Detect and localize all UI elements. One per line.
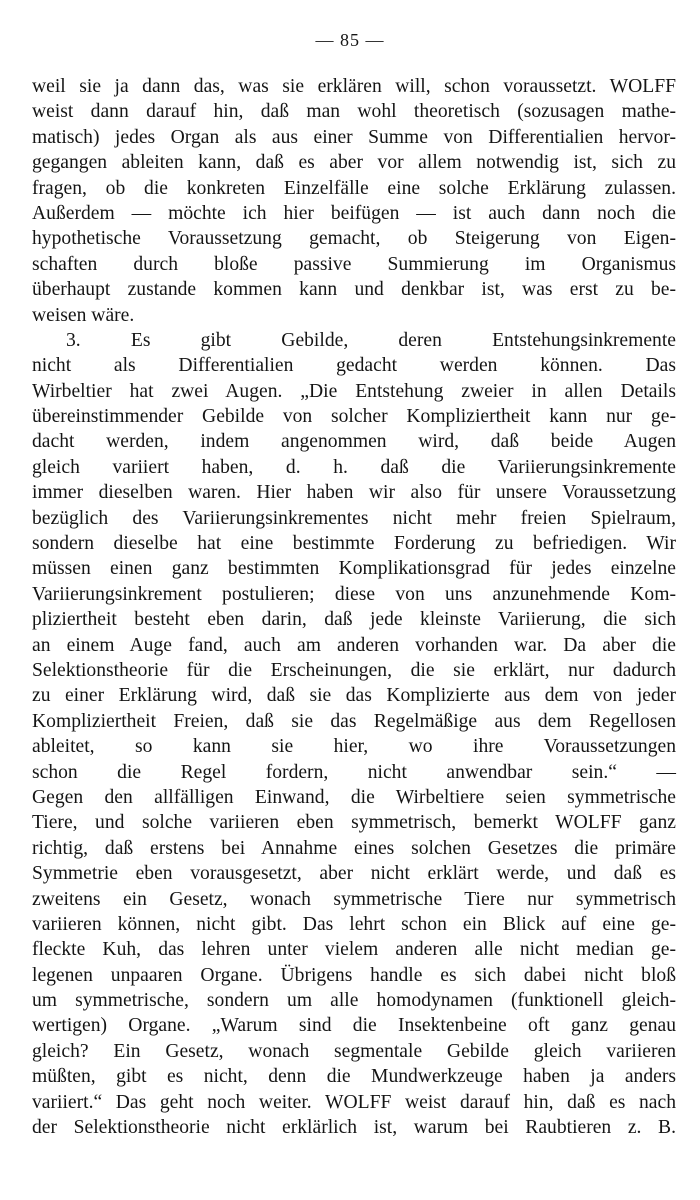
- text-line: wertigen) Organe. „Warum sind die Insektenbeine oft ganz genau: [32, 1015, 676, 1037]
- text-line: nicht als Differentialien gedacht werden können. Das: [32, 355, 676, 377]
- text-line: zweitens ein Gesetz, wonach symmetrische Tiere nur symmetrisch: [32, 888, 676, 910]
- text-line: legenen unpaaren Organe. Übrigens handle es sich dabei nicht bloß: [32, 964, 676, 986]
- text-line: Außerdem — möchte ich hier beifügen — ist auch dann noch die: [32, 202, 676, 224]
- text-line: ableitet, so kann sie hier, wo ihre Voraussetzungen: [32, 736, 676, 758]
- text-line: sondern dieselbe hat eine bestimmte Forderung zu befriedigen. Wir: [32, 533, 676, 555]
- text-line: 3. Es gibt Gebilde, deren Entstehungsinkremente: [66, 329, 676, 351]
- text-line: fragen, ob die konkreten Einzelfälle eine solche Erklärung zulassen.: [32, 177, 676, 199]
- text-line: Selektionstheorie für die Erscheinungen, die sie erklärt, nur dadurch: [32, 659, 676, 681]
- text-line: gegangen ableiten kann, daß es aber vor allem notwendig ist, sich zu: [32, 152, 676, 174]
- text-line: zu einer Erklärung wird, daß sie das Komplizierte aus dem von jeder: [32, 685, 676, 707]
- text-line: schon die Regel fordern, nicht anwendbar sein.“ —: [32, 761, 676, 783]
- text-line: immer dieselben waren. Hier haben wir also für unsere Voraussetzung: [32, 482, 676, 504]
- text-line: pliziertheit besteht eben darin, daß jede kleinste Variierung, die sich: [32, 609, 676, 631]
- text-line: Wirbeltier hat zwei Augen. „Die Entstehung zweier in allen Details: [32, 380, 676, 402]
- text-line: übereinstimmender Gebilde von solcher Kompliziertheit kann nur ge-: [32, 406, 676, 428]
- text-line: an einem Auge fand, auch am anderen vorhanden war. Da aber die: [32, 634, 676, 656]
- text-line: matisch) jedes Organ als aus einer Summe von Differentialien hervor-: [32, 126, 676, 148]
- text-line: weist dann darauf hin, daß man wohl theoretisch (sozusagen mathe-: [32, 101, 676, 123]
- text-line: gleich variiert haben, d. h. daß die Variierungsinkremente: [32, 456, 676, 478]
- text-line: fleckte Kuh, das lehren unter vielem anderen alle nicht median ge-: [32, 939, 676, 961]
- text-line: Gegen den allfälligen Einwand, die Wirbeltiere seien symmetrische: [32, 786, 676, 808]
- page-number: — 85 —: [315, 30, 385, 50]
- text-line: Kompliziertheit Freien, daß sie das Regelmäßige aus dem Regellosen: [32, 710, 676, 732]
- text-line: Variierungsinkrement postulieren; diese von uns anzunehmende Kom-: [32, 583, 676, 605]
- text-line: richtig, daß erstens bei Annahme eines solchen Gesetzes die primäre: [32, 837, 676, 859]
- text-line: schaften durch bloße passive Summierung im Organismus: [32, 253, 676, 275]
- text-line: hypothetische Voraussetzung gemacht, ob Steigerung von Eigen-: [32, 228, 676, 250]
- text-line: Tiere, und solche variieren eben symmetrisch, bemerkt WOLFF ganz: [32, 812, 676, 834]
- text-line: überhaupt zustande kommen kann und denkbar ist, was erst zu be-: [32, 279, 676, 301]
- text-line: bezüglich des Variierungsinkrementes nicht mehr freien Spielraum,: [32, 507, 676, 529]
- text-line: um symmetrische, sondern um alle homodynamen (funktionell gleich-: [32, 990, 676, 1012]
- text-line: weisen wäre.: [32, 304, 135, 326]
- body-text: [32, 74, 676, 1140]
- text-line: gleich? Ein Gesetz, wonach segmentale Gebilde gleich variieren: [32, 1040, 676, 1062]
- text-line: variieren können, nicht gibt. Das lehrt schon ein Blick auf eine ge-: [32, 913, 676, 935]
- text-line: variiert.“ Das geht noch weiter. WOLFF weist darauf hin, daß es nach: [32, 1091, 676, 1113]
- text-line: der Selektionstheorie nicht erklärlich ist, warum bei Raubtieren z. B.: [32, 1117, 676, 1139]
- text-line: weil sie ja dann das, was sie erklären will, schon voraussetzt. WOLFF: [32, 76, 676, 97]
- text-line: Symmetrie eben vorausgesetzt, aber nicht erklärt werde, und daß es: [32, 863, 676, 885]
- text-line: müßten, gibt es nicht, denn die Mundwerkzeuge haben ja anders: [32, 1066, 676, 1088]
- text-line: müssen einen ganz bestimmten Komplikationsgrad für jedes einzelne: [32, 558, 676, 580]
- text-line: dacht werden, indem angenommen wird, daß beide Augen: [32, 431, 676, 453]
